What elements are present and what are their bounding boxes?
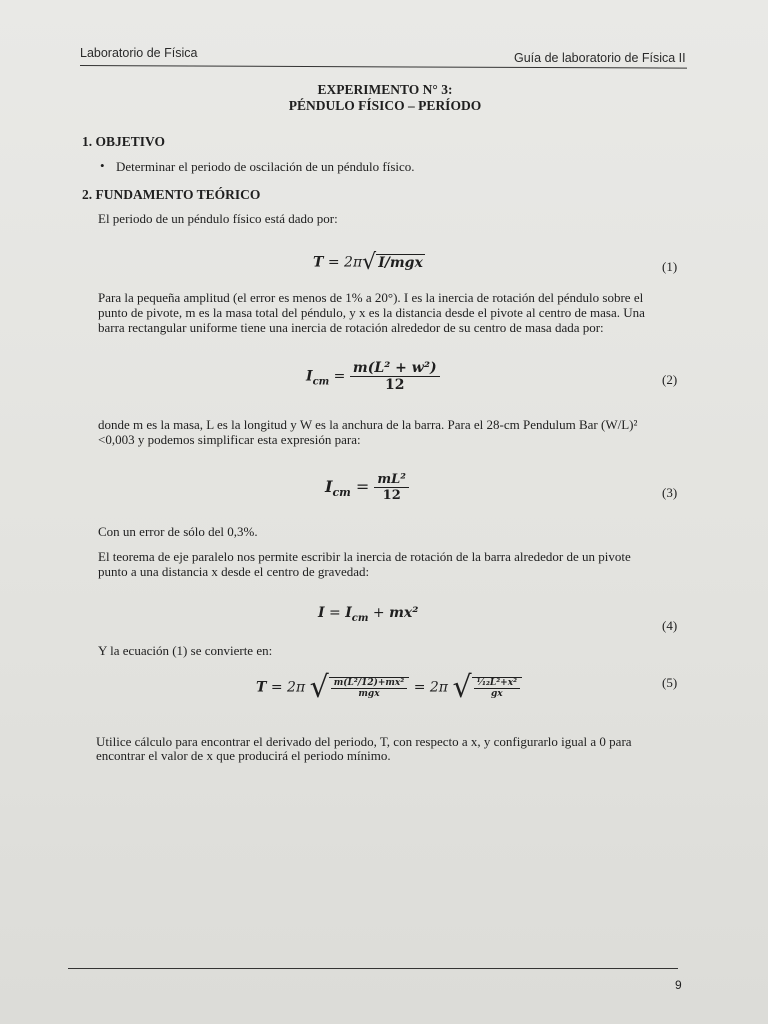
paragraph-2-line-1: donde m es la masa, L es la longitud y W es la anchura de la barra. Para el 28-cm Pendulum Bar (W/L)² [98,417,638,432]
equation-2-label: (2) [662,372,678,387]
experiment-subtitle: PÉNDULO FÍSICO – PERÍODO [288,98,482,113]
paragraph-1-line-1: Para la pequeña amplitud (el error es menos de 1% a 20°). I es la inercia de rotación del péndulo sobre el [98,290,644,305]
header-right: Guía de laboratorio de Física II [514,51,686,65]
section-fundamento-heading: 2. FUNDAMENTO TEÓRICO [82,187,261,202]
equation-2: $I_{cm}$ = $\frac{\text{m(L² + w²)}}{12}$ [306,360,440,393]
header-left: Laboratorio de Física [80,46,198,60]
footer-rule [68,968,678,969]
equation-5: T = 2π √ $\frac{\text{m(L²/12)+mx²}}{\text{mgx}}$ = 2π √ $\frac{\text{¹⁄₁₂L²+x²}}{gx}$ [256,670,522,705]
equation-1-label: (1) [662,259,678,274]
equation-3-label: (3) [662,485,678,500]
bullet-dot: • [100,158,105,173]
paragraph-5: Y la ecuación (1) se convierte en: [98,643,273,658]
equation-3: $I_{cm}$ = $\frac{\text{mL²}}{12}$ [325,472,409,503]
equation-4: $I = I_{cm} + mx^2$ [318,605,419,624]
experiment-title: EXPERIMENTO N° 3: [317,82,453,97]
header-rule [80,65,687,69]
paragraph-6-line-1: Utilice cálculo para encontrar el derivado del periodo, T, con respecto a x, y configurarlo igual a 0 para [96,734,632,749]
equation-1: T = 2π√ I/mgx [313,250,423,275]
paragraph-4-line-1: El teorema de eje paralelo nos permite escribir la inercia de rotación de la barra alrededor de un pivote [98,549,631,564]
objetivo-bullet-text: Determinar el periodo de oscilación de un péndulo físico. [116,159,415,174]
fundamento-intro: El periodo de un péndulo físico está dado por: [98,211,338,226]
paragraph-4-line-2: punto a una distancia x desde el centro de gravedad: [98,564,370,579]
paragraph-1-line-3: barra rectangular uniforme tiene una inercia de rotación alrededor de su centro de masa dada por: [98,320,604,335]
paragraph-2-line-2: <0,003 y podemos simplificar esta expresión para: [98,432,361,447]
page-number: 9 [675,978,682,992]
paragraph-1-line-2: punto de pivote, m es la masa total del péndulo, y x es la distancia desde el pivote al centro de masa. Una [98,305,645,320]
section-objetivo-heading: 1. OBJETIVO [82,134,165,149]
paragraph-3: Con un error de sólo del 0,3%. [98,524,258,539]
equation-4-label: (4) [662,618,678,633]
paragraph-6-line-2: encontrar el valor de x que producirá el periodo mínimo. [96,748,391,763]
equation-5-label: (5) [662,675,678,690]
